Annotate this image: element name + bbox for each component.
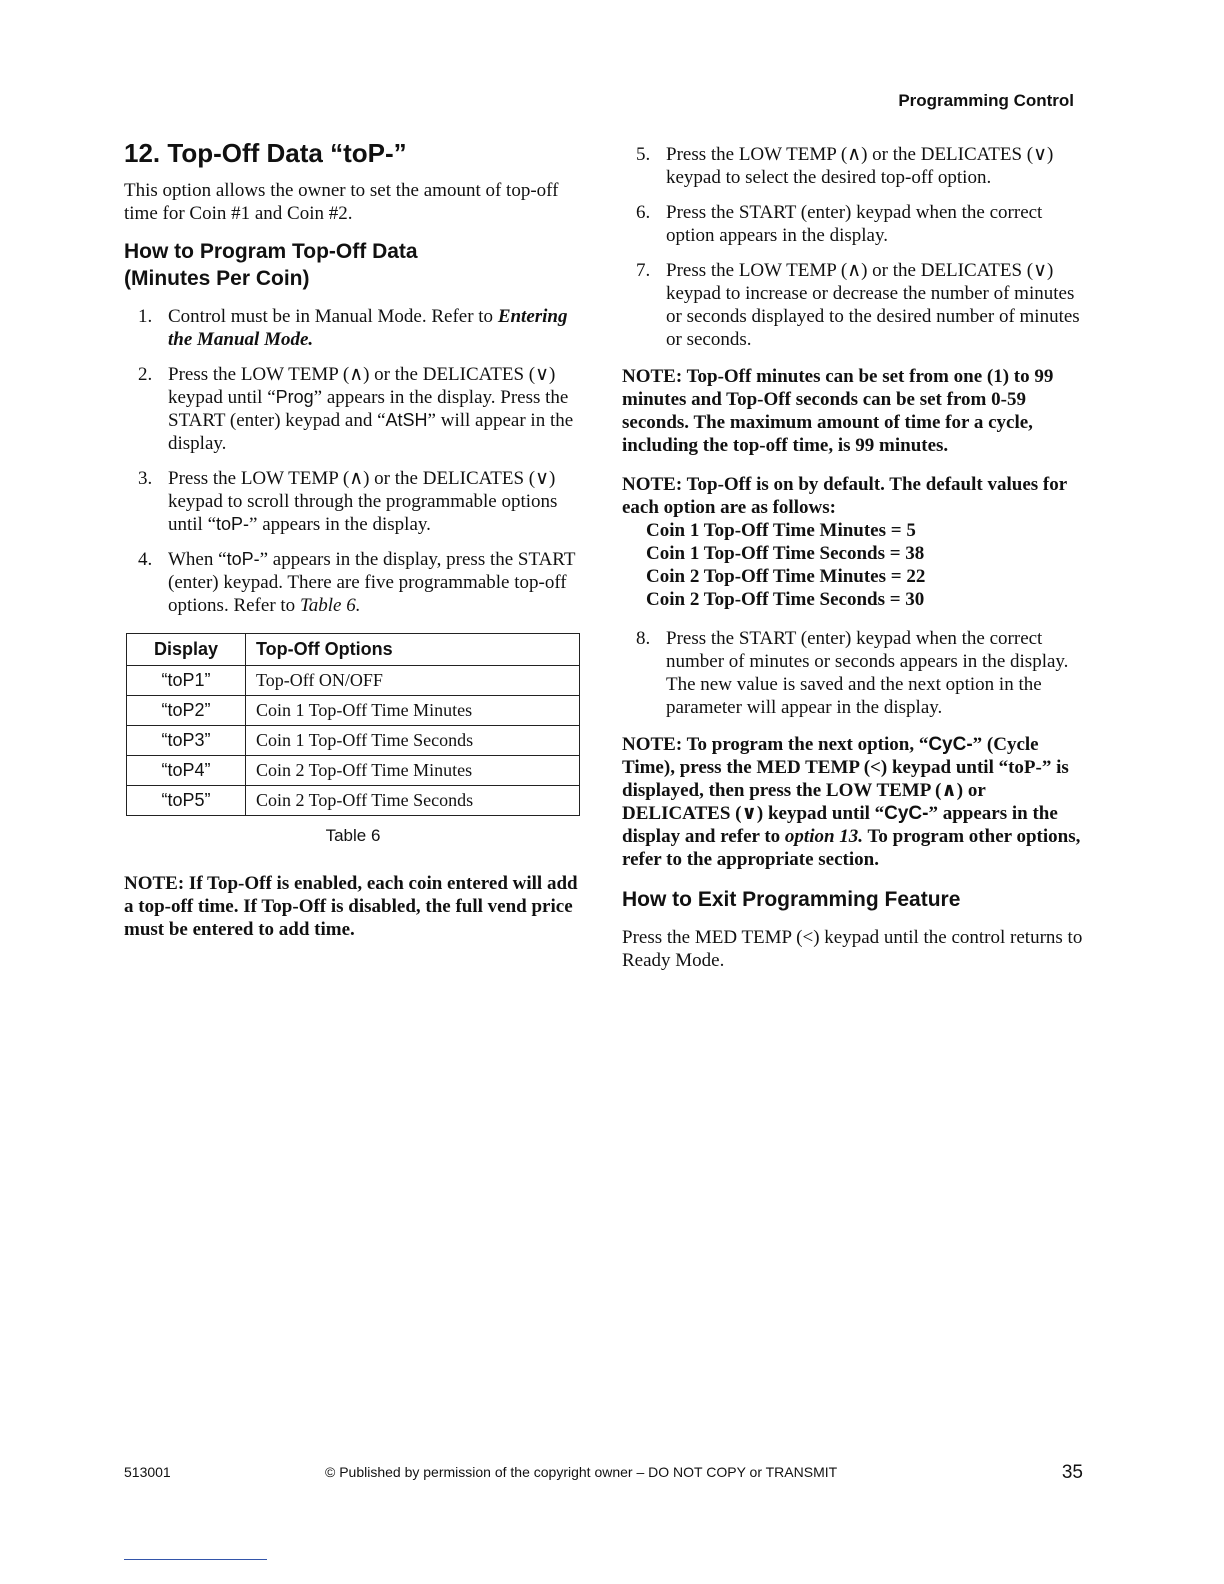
default-value: Coin 1 Top-Off Time Minutes = 5	[646, 520, 916, 541]
table-row	[127, 755, 580, 785]
note-text: ” (Cycle Time), press the MED TEMP (<) keypad until “toP-” is displayed, then press the LOW TEMP (∧) or DELICATES (∨) keypad until “	[622, 734, 1069, 824]
note-defaults	[622, 473, 1084, 611]
step-text: ” appears in the display. Press the START (enter) keypad and “	[168, 386, 569, 431]
table-row	[127, 725, 580, 755]
note-top-off-enabled: NOTE: If Top-Off is enabled, each coin entered will add a top-off time. If Top-Off is disabled, the full vend price must be entered to add time.	[124, 872, 578, 940]
step-number: 1.	[138, 305, 153, 327]
table-cell: Coin 1 Top-Off Time Seconds	[246, 725, 580, 755]
step-number: 6.	[636, 202, 651, 223]
table-cell: “toP5”	[127, 785, 246, 815]
section-heading: 12. Top-Off Data “toP-”	[124, 138, 407, 168]
display-code: toP-	[226, 548, 260, 569]
step-text: Press the LOW TEMP (∧) or the DELICATES (∨) keypad until “	[168, 363, 556, 408]
column-header: Top-Off Options	[246, 633, 580, 665]
step-3	[124, 467, 582, 536]
table-header-row	[127, 633, 580, 665]
table-cell: “toP3”	[127, 725, 246, 755]
step-1	[124, 305, 582, 351]
footer-rule	[124, 1559, 267, 1560]
table-cell: Top-Off ON/OFF	[246, 665, 580, 695]
step-5	[622, 143, 1084, 189]
manual-mode-reference: Entering the Manual Mode.	[168, 305, 568, 350]
option-reference: option 13.	[784, 826, 864, 847]
step-text: Press the LOW TEMP (∧) or the DELICATES (∨) keypad to scroll through the programmable options until “	[168, 467, 558, 535]
table-cell: Coin 1 Top-Off Time Minutes	[246, 695, 580, 725]
step-4	[124, 548, 582, 617]
right-column	[622, 143, 1084, 986]
table-row	[127, 665, 580, 695]
display-code: toP-	[216, 513, 250, 534]
step-text: Control must be in Manual Mode. Refer to	[168, 305, 498, 327]
table-cell: Coin 2 Top-Off Time Minutes	[246, 755, 580, 785]
top-off-options-table	[126, 633, 580, 816]
subheading-line1: How to Program Top-Off Data	[124, 240, 418, 264]
left-column	[124, 138, 582, 957]
table-row	[127, 785, 580, 815]
display-code: CyC-	[928, 734, 973, 755]
note-next-option	[622, 733, 1084, 871]
note-top-off-range: NOTE: Top-Off minutes can be set from one (1) to 99 minutes and Top-Off seconds can be set from 0-59 seconds. The maximum amount of time for a cycle, including the top-off time, is 99 minutes.	[622, 366, 1054, 456]
step-number: 7.	[636, 260, 651, 281]
table-caption: Table 6	[325, 825, 381, 845]
table-cell: “toP4”	[127, 755, 246, 785]
step-text: Press the START (enter) keypad when the correct number of minutes or seconds appears in the display. The new value is saved and the next option in the parameter will appear in the display.	[666, 628, 1069, 718]
step-text: When “	[168, 548, 227, 570]
column-header: Display	[127, 633, 246, 665]
exit-paragraph: Press the MED TEMP (<) keypad until the control returns to Ready Mode.	[622, 926, 1083, 971]
step-number: 8.	[636, 628, 651, 649]
step-text: Press the START (enter) keypad when the correct option appears in the display.	[666, 202, 1043, 246]
subheading	[124, 239, 582, 293]
display-code: Prog	[275, 386, 314, 407]
steps-list-right	[622, 143, 1084, 351]
note-text: ” appears in the display and refer to	[622, 803, 1058, 847]
table-cell: “toP1”	[127, 665, 246, 695]
table-cell: “toP2”	[127, 695, 246, 725]
display-code: AtSH	[385, 409, 428, 430]
running-header: Programming Control	[898, 91, 1074, 110]
step-number: 5.	[636, 144, 651, 165]
step-text: ” appears in the display, press the START (enter) keypad. There are five programmable top-off options. Refer to	[168, 548, 576, 616]
default-value: Coin 2 Top-Off Time Seconds = 30	[646, 589, 925, 610]
step-text: Press the LOW TEMP (∧) or the DELICATES (∨) keypad to increase or decrease the number of minutes or seconds displayed to the desired number of minutes or seconds.	[666, 260, 1080, 350]
defaults-intro: NOTE: Top-Off is on by default. The default values for each option are as follows:	[622, 474, 1067, 518]
step-text: ” appears in the display.	[249, 513, 431, 535]
step-text: ” will appear in the display.	[168, 409, 574, 454]
table-cell: Coin 2 Top-Off Time Seconds	[246, 785, 580, 815]
default-value: Coin 2 Top-Off Time Minutes = 22	[646, 566, 926, 587]
table-reference: Table 6.	[299, 594, 361, 616]
page-number: 35	[1061, 1462, 1083, 1483]
subheading-line2: (Minutes Per Coin)	[124, 267, 310, 291]
step-8	[622, 627, 1084, 719]
exit-heading: How to Exit Programming Feature	[622, 888, 961, 911]
step-text: Press the LOW TEMP (∧) or the DELICATES (∨) keypad to select the desired top-off option.	[666, 144, 1054, 188]
steps-list-right-2	[622, 627, 1084, 719]
display-code: CyC-	[884, 803, 929, 824]
step-6	[622, 201, 1084, 247]
step-7	[622, 259, 1084, 351]
note-text: To program other options, refer to the appropriate section.	[622, 826, 1081, 870]
step-number: 2.	[138, 363, 153, 385]
footer-doc-number: 513001	[124, 1464, 171, 1480]
step-2	[124, 363, 582, 455]
step-number: 3.	[138, 467, 153, 489]
steps-list-left	[124, 305, 582, 617]
footer-copyright: © Published by permission of the copyright owner – DO NOT COPY or TRANSMIT	[325, 1464, 838, 1480]
step-number: 4.	[138, 548, 153, 570]
intro-paragraph: This option allows the owner to set the amount of top-off time for Coin #1 and Coin #2.	[124, 180, 559, 225]
note-text: NOTE: To program the next option, “	[622, 734, 929, 755]
table-row	[127, 695, 580, 725]
default-value: Coin 1 Top-Off Time Seconds = 38	[646, 543, 925, 564]
